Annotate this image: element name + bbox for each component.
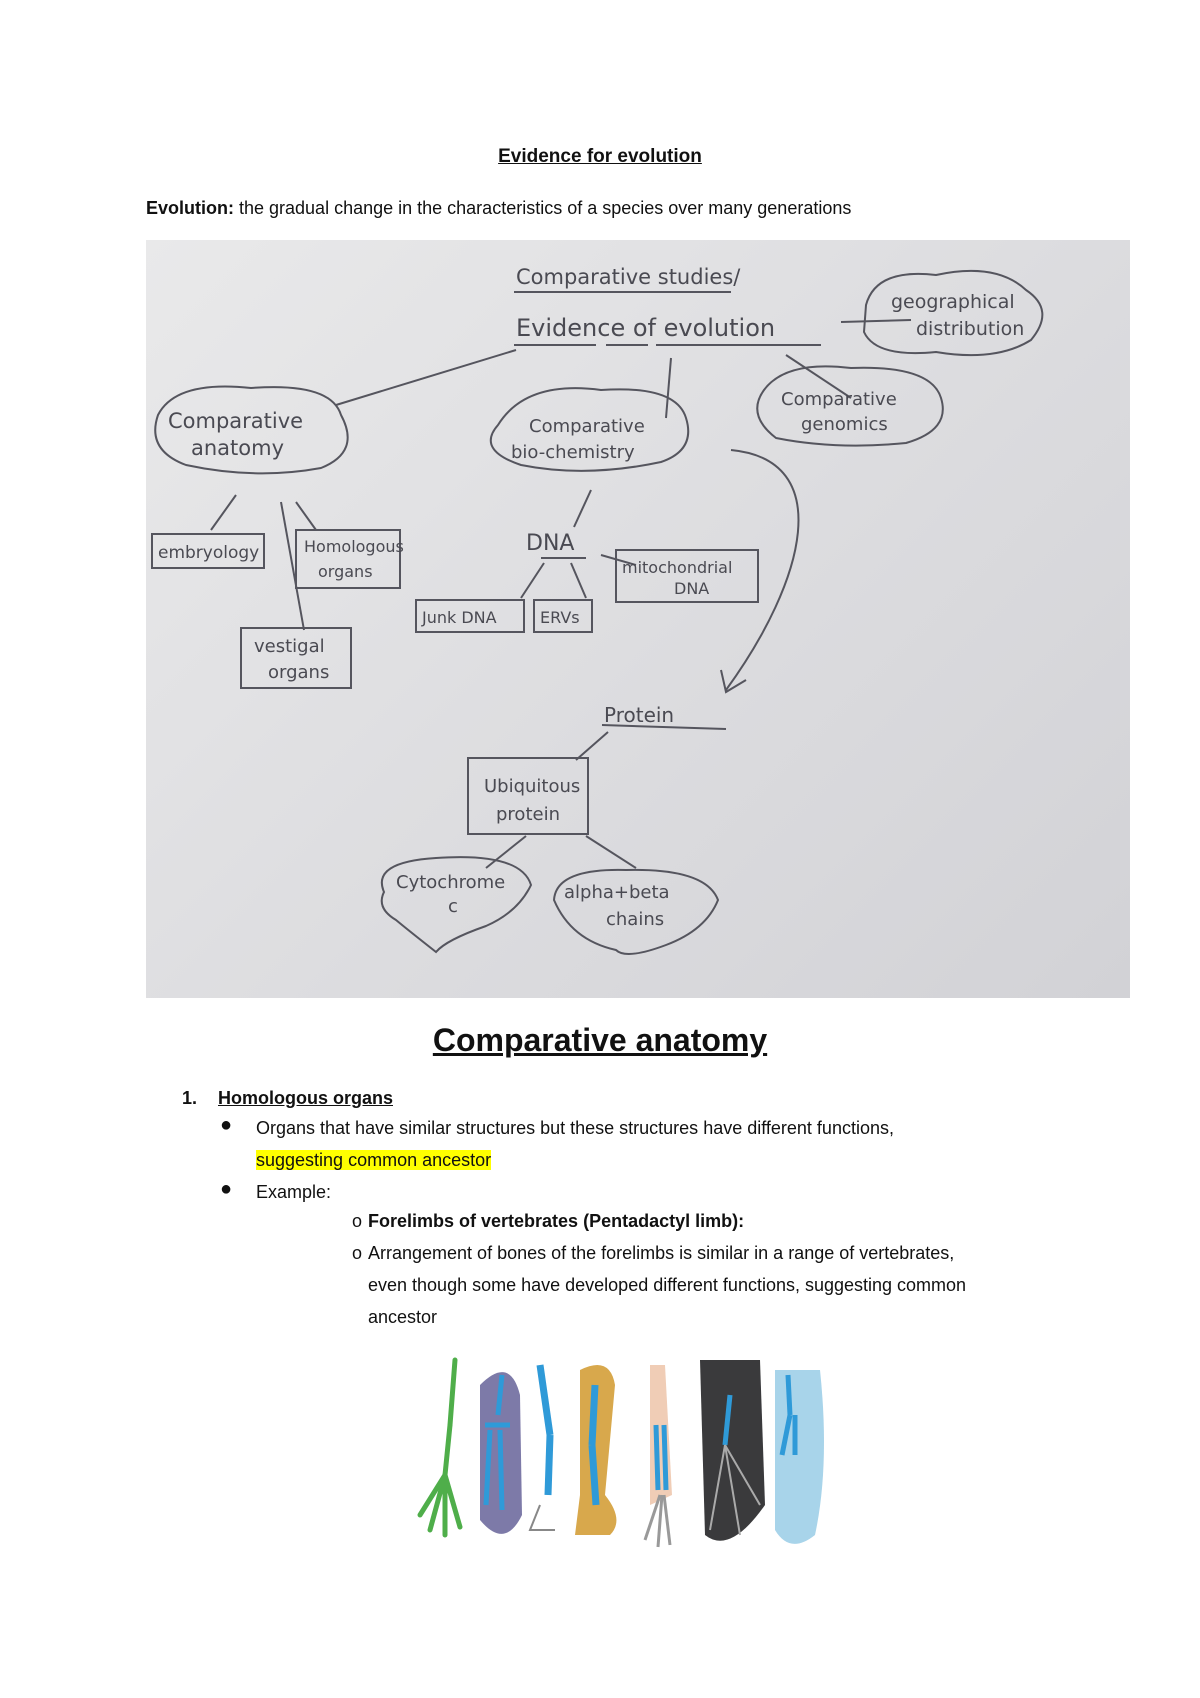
mind-map-drawing xyxy=(146,240,1130,998)
numbered-item-1 xyxy=(182,1088,393,1109)
vestigial-line1: vestigal xyxy=(254,636,325,657)
embryology-text: embryology xyxy=(158,543,260,563)
bullet-icon: ● xyxy=(220,1114,233,1136)
human-fingers xyxy=(645,1495,670,1547)
sub-bullet-marker: o xyxy=(352,1243,363,1263)
ubiq-line1: Ubiquitous xyxy=(484,776,581,797)
cyto-line2: c xyxy=(448,896,458,917)
connector-ubiq xyxy=(576,732,608,760)
sub-bullet-2-line-2: even though some have developed different functions, suggesting common xyxy=(368,1275,967,1295)
vestigial-line2: organs xyxy=(268,662,330,683)
item-number: 1. xyxy=(182,1088,198,1108)
geo-cloud xyxy=(864,271,1042,355)
junk-text: Junk DNA xyxy=(422,608,497,627)
bat-wing-bg xyxy=(700,1360,765,1541)
connector-alpha xyxy=(586,836,636,868)
dna-text: DNA xyxy=(526,531,575,556)
homologous-line2: organs xyxy=(318,562,373,581)
connector-anatomy xyxy=(336,350,516,405)
geo-line2: distribution xyxy=(916,318,1025,340)
human-limb-bg xyxy=(650,1365,672,1505)
highlighted-text: suggesting common ancestor xyxy=(256,1150,492,1170)
sub-bullet-2-line-3: ancestor xyxy=(368,1307,438,1327)
ubiq-line2: protein xyxy=(496,804,560,825)
forelimb-illustration xyxy=(410,1355,880,1570)
biochem-line1: Comparative xyxy=(529,416,645,437)
horse-bones xyxy=(592,1385,596,1505)
bullet-icon: ● xyxy=(220,1178,233,1200)
connector-homologous xyxy=(296,502,316,530)
section-heading: Comparative anatomy xyxy=(432,1022,768,1058)
page-title: Evidence for evolution xyxy=(498,146,702,167)
connector-embryology xyxy=(211,495,236,530)
geo-line1: geographical xyxy=(891,291,1015,313)
genomics-line1: Comparative xyxy=(781,389,897,410)
heading-line2: Evidence of evolution xyxy=(516,314,776,342)
arrow-biochem-protein xyxy=(726,450,798,690)
item-label: Homologous organs xyxy=(218,1088,393,1108)
bullet-2: Example: xyxy=(256,1182,332,1202)
connector-ervs xyxy=(571,563,586,598)
connector-biochem xyxy=(666,358,671,418)
ervs-text: ERVs xyxy=(540,608,580,627)
connector-dna xyxy=(574,490,591,527)
bird-outline xyxy=(530,1505,555,1530)
protein-text: Protein xyxy=(604,703,675,727)
homologous-line1: Homologous xyxy=(304,537,404,556)
definition-text: the gradual change in the characteristics of a species over many generations xyxy=(234,198,852,218)
alpha-line1: alpha+beta xyxy=(564,882,670,903)
bullet-1-line-1: Organs that have similar structures but these structures have different functions, xyxy=(256,1118,894,1138)
anatomy-line1: Comparative xyxy=(168,409,304,433)
whale-flipper-bg xyxy=(775,1370,824,1544)
connector-geo xyxy=(841,320,911,322)
mito-line2: DNA xyxy=(674,579,710,598)
mito-line1: mitochondrial xyxy=(622,558,733,577)
sub-bullet-marker: o xyxy=(352,1211,363,1231)
genomics-line2: genomics xyxy=(801,414,888,435)
definition-term: Evolution: xyxy=(146,198,234,218)
sub-bullet-1: Forelimbs of vertebrates (Pentadactyl limb): xyxy=(368,1211,745,1231)
connector-vestigial xyxy=(281,502,304,630)
biochem-line2: bio-chemistry xyxy=(511,442,635,463)
heading-line1: Comparative studies/ xyxy=(516,265,741,289)
evolution-definition xyxy=(146,198,851,219)
anatomy-line2: anatomy xyxy=(191,436,285,460)
frog-limb xyxy=(420,1360,460,1535)
connector-junk xyxy=(521,563,544,598)
mind-map-photo xyxy=(146,240,1130,998)
bullet-1-line-2 xyxy=(256,1144,491,1176)
cyto-line1: Cytochrome xyxy=(396,872,506,893)
bird-limb xyxy=(540,1365,550,1495)
alpha-line2: chains xyxy=(606,909,665,930)
sub-bullet-2-line-1: Arrangement of bones of the forelimbs is similar in a range of vertebrates, xyxy=(368,1243,955,1263)
